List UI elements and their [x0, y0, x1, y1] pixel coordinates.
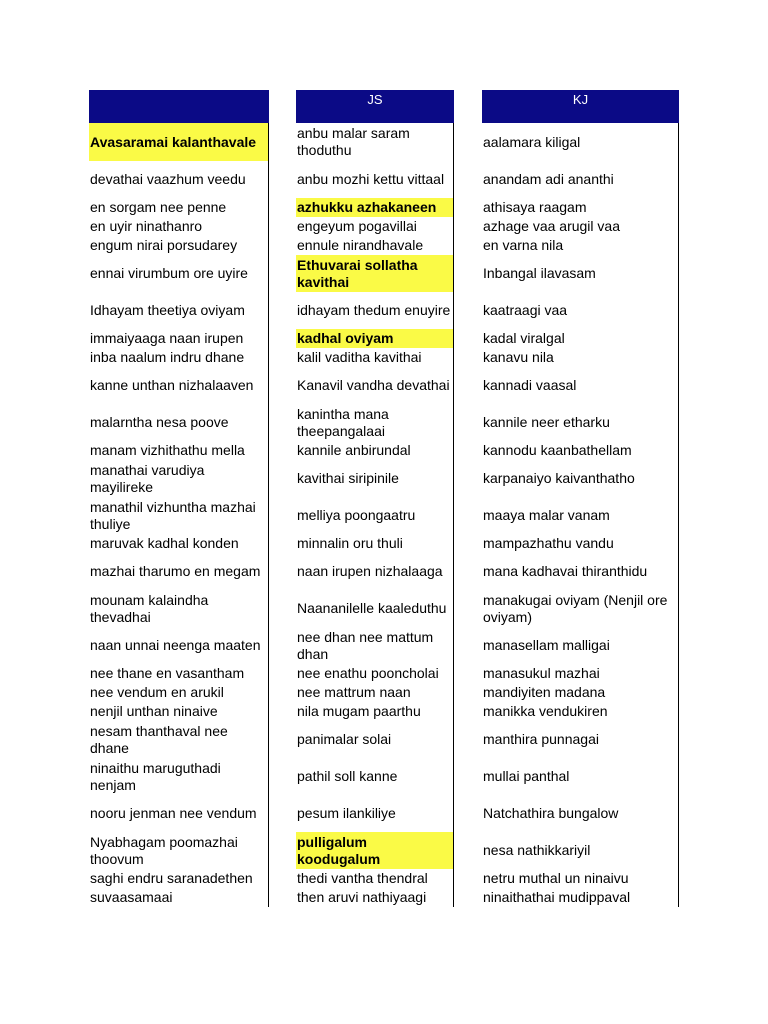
song-title: mullai panthal: [483, 768, 570, 784]
song-title: immaiyaaga naan irupen: [90, 330, 244, 346]
song-title: naan irupen nizhalaaga: [297, 563, 443, 579]
song-title: kannodu kaanbathellam: [483, 442, 632, 458]
song-title: devathai vaazhum veedu: [90, 171, 246, 187]
song-cell: [296, 329, 454, 348]
song-title: aalamara kiligal: [483, 133, 581, 150]
song-title: ninaithu maruguthadi nenjam: [90, 759, 221, 793]
song-title: mana kadhavai thiranthidu: [483, 563, 648, 579]
song-title: pesum ilankiliye: [297, 805, 396, 821]
song-title: azhage vaa arugil vaa: [483, 218, 620, 234]
song-title: nila mugam paarthu: [297, 703, 421, 719]
song-cell: [89, 441, 269, 460]
song-title: suvaasamaai: [90, 889, 173, 905]
song-cell: [482, 869, 679, 888]
song-title: nee enathu pooncholai: [297, 665, 439, 681]
song-title: mazhai tharumo en megam: [90, 563, 261, 579]
song-cell: [482, 123, 679, 161]
song-title: karpanaiyo kaivanthatho: [483, 470, 635, 486]
song-title: thedi vantha thendral: [297, 870, 428, 886]
song-title: manathai varudiya mayilireke: [90, 461, 205, 495]
song-title: nee dhan nee mattum dhan: [297, 628, 434, 662]
song-title: kadal viralgal: [483, 330, 565, 346]
song-title: malarntha nesa poove: [90, 414, 229, 430]
song-cell: [89, 367, 269, 404]
song-cell: [482, 758, 679, 795]
song-cell: [89, 795, 269, 832]
song-cell: [482, 497, 679, 534]
song-cell: [482, 348, 679, 367]
song-title: nee thane en vasantham: [90, 665, 245, 681]
song-cell: [296, 664, 454, 683]
song-title: manthira punnagai: [483, 731, 599, 747]
song-title: Naananilelle kaaleduthu: [297, 600, 447, 616]
song-title: maruvak kadhal konden: [90, 535, 239, 551]
song-cell: [296, 627, 454, 664]
song-cell: [296, 553, 454, 590]
song-cell: [296, 590, 454, 627]
song-title: then aruvi nathiyaagi: [297, 889, 427, 905]
column-header-js: JS: [296, 90, 454, 123]
song-title: nenjil unthan ninaive: [90, 703, 218, 719]
song-list: [89, 123, 269, 907]
song-cell: [89, 404, 269, 441]
song-cell: [89, 702, 269, 721]
song-cell: [296, 683, 454, 702]
song-cell: [482, 664, 679, 683]
song-title: panimalar solai: [297, 731, 392, 747]
song-cell: [482, 627, 679, 664]
song-title: athisaya raagam: [483, 199, 587, 215]
song-title: kannile neer etharku: [483, 414, 610, 430]
song-cell: [482, 329, 679, 348]
song-cell: [89, 255, 269, 292]
song-title: nesam thanthaval nee dhane: [90, 722, 228, 756]
song-cell: [296, 255, 454, 292]
song-cell: [482, 702, 679, 721]
song-title: anandam adi ananthi: [483, 171, 614, 187]
song-cell: [482, 721, 679, 758]
song-title: engum nirai porsudarey: [90, 237, 238, 253]
song-cell: [482, 292, 679, 329]
song-title: anbu malar saram thoduthu: [297, 125, 410, 158]
song-title: nee mattrum naan: [297, 684, 411, 700]
song-title: nesa nathikkariyil: [483, 842, 591, 858]
song-cell: [89, 217, 269, 236]
song-title: saghi endru saranadethen: [90, 870, 253, 886]
song-cell: [482, 683, 679, 702]
song-cell: [89, 460, 269, 497]
song-cell: [482, 553, 679, 590]
song-cell: [89, 161, 269, 198]
song-cell: [296, 217, 454, 236]
song-cell: [89, 497, 269, 534]
song-title: kannadi vaasal: [483, 377, 577, 393]
song-cell: [482, 161, 679, 198]
song-cell: [296, 441, 454, 460]
song-cell: [89, 329, 269, 348]
song-title: Inbangal ilavasam: [483, 265, 596, 281]
song-title: mandiyiten madana: [483, 684, 606, 700]
song-cell: [89, 721, 269, 758]
song-cell: [482, 590, 679, 627]
song-cell: [482, 460, 679, 497]
song-title: mampazhathu vandu: [483, 535, 614, 551]
song-title: kavithai siripinile: [297, 470, 399, 486]
song-cell: [296, 702, 454, 721]
column-kj: [482, 90, 679, 907]
song-cell: [296, 795, 454, 832]
song-cell: [296, 721, 454, 758]
song-title: Ethuvarai sollatha kavithai: [297, 256, 418, 290]
song-title: idhayam thedum enuyire: [297, 302, 451, 318]
song-title: en uyir ninathanro: [90, 218, 203, 234]
song-cell: [89, 590, 269, 627]
song-title: inba naalum indru dhane: [90, 349, 245, 365]
song-cell: [482, 888, 679, 907]
song-cell: [89, 758, 269, 795]
song-cell: [296, 534, 454, 553]
song-title: kanavu nila: [483, 349, 554, 365]
song-cell: [296, 198, 454, 217]
song-title: Kanavil vandha devathai: [297, 377, 450, 393]
column-untitled: [89, 90, 269, 907]
song-cell: [296, 404, 454, 441]
song-title: ennule nirandhavale: [297, 237, 424, 253]
song-cell: [482, 255, 679, 292]
song-cell: [89, 627, 269, 664]
song-cell: [89, 553, 269, 590]
column-header: [89, 90, 269, 123]
song-cell: [296, 367, 454, 404]
song-title: en varna nila: [483, 237, 564, 253]
song-cell: [89, 348, 269, 367]
song-title: manasellam malligai: [483, 637, 610, 653]
song-cell: [482, 795, 679, 832]
song-cell: [89, 534, 269, 553]
song-cell: [89, 236, 269, 255]
song-cell: [89, 869, 269, 888]
song-title: minnalin oru thuli: [297, 535, 403, 551]
song-cell: [89, 292, 269, 329]
song-cell: [482, 236, 679, 255]
song-title: Avasaramai kalanthavale: [90, 133, 257, 150]
song-title: pathil soll kanne: [297, 768, 398, 784]
column-js: [296, 90, 454, 907]
column-header-kj: KJ: [482, 90, 679, 123]
song-title: netru muthal un ninaivu: [483, 870, 629, 886]
song-cell: [296, 348, 454, 367]
song-cell: [296, 888, 454, 907]
song-title: engeyum pogavillai: [297, 218, 417, 234]
song-title: Idhayam theetiya oviyam: [90, 302, 245, 318]
song-title: manasukul mazhai: [483, 665, 600, 681]
song-cell: [482, 534, 679, 553]
song-title: kanintha mana theepangalaai: [297, 405, 389, 439]
song-title: ninaithathai mudippaval: [483, 889, 631, 905]
song-cell: [482, 367, 679, 404]
song-list: [296, 123, 454, 907]
song-title: kalil vaditha kavithai: [297, 349, 422, 365]
song-title: nee vendum en arukil: [90, 684, 224, 700]
song-cell: [296, 460, 454, 497]
song-title: manakugai oviyam (Nenjil ore oviyam): [483, 591, 668, 625]
song-list: [482, 123, 679, 907]
song-cell: [482, 198, 679, 217]
song-title: manathil vizhuntha mazhai thuliye: [90, 498, 256, 532]
song-cell: [296, 161, 454, 198]
song-title: kaatraagi vaa: [483, 302, 568, 318]
song-cell: [296, 292, 454, 329]
song-cell: [89, 123, 269, 161]
song-title: azhukku azhakaneen: [297, 199, 437, 215]
song-cell: [296, 869, 454, 888]
song-cell: [482, 404, 679, 441]
song-title: kanne unthan nizhalaaven: [90, 377, 254, 393]
song-cell: [89, 198, 269, 217]
song-title: Natchathira bungalow: [483, 805, 619, 821]
song-cell: [296, 497, 454, 534]
song-cell: [482, 441, 679, 460]
song-title: kadhal oviyam: [297, 330, 394, 346]
song-cell: [296, 832, 454, 869]
song-cell: [482, 217, 679, 236]
song-cell: [89, 832, 269, 869]
song-cell: [296, 236, 454, 255]
song-cell: [89, 664, 269, 683]
song-title: en sorgam nee penne: [90, 199, 227, 215]
song-title: manikka vendukiren: [483, 703, 608, 719]
song-title: nooru jenman nee vendum: [90, 805, 257, 821]
song-title: mounam kalaindha thevadhai: [90, 591, 209, 625]
song-title: kannile anbirundal: [297, 442, 411, 458]
song-title: manam vizhithathu mella: [90, 442, 245, 458]
song-title: ennai virumbum ore uyire: [90, 265, 248, 281]
song-title: pulligalum koodugalum: [297, 833, 381, 867]
song-cell: [296, 758, 454, 795]
song-title: naan unnai neenga maaten: [90, 637, 261, 653]
song-cell: [296, 123, 454, 161]
song-title: anbu mozhi kettu vittaal: [297, 171, 445, 187]
song-cell: [89, 888, 269, 907]
song-title: maaya malar vanam: [483, 507, 610, 523]
song-cell: [482, 832, 679, 869]
song-title: Nyabhagam poomazhai thoovum: [90, 833, 238, 867]
song-title: melliya poongaatru: [297, 507, 416, 523]
song-cell: [89, 683, 269, 702]
